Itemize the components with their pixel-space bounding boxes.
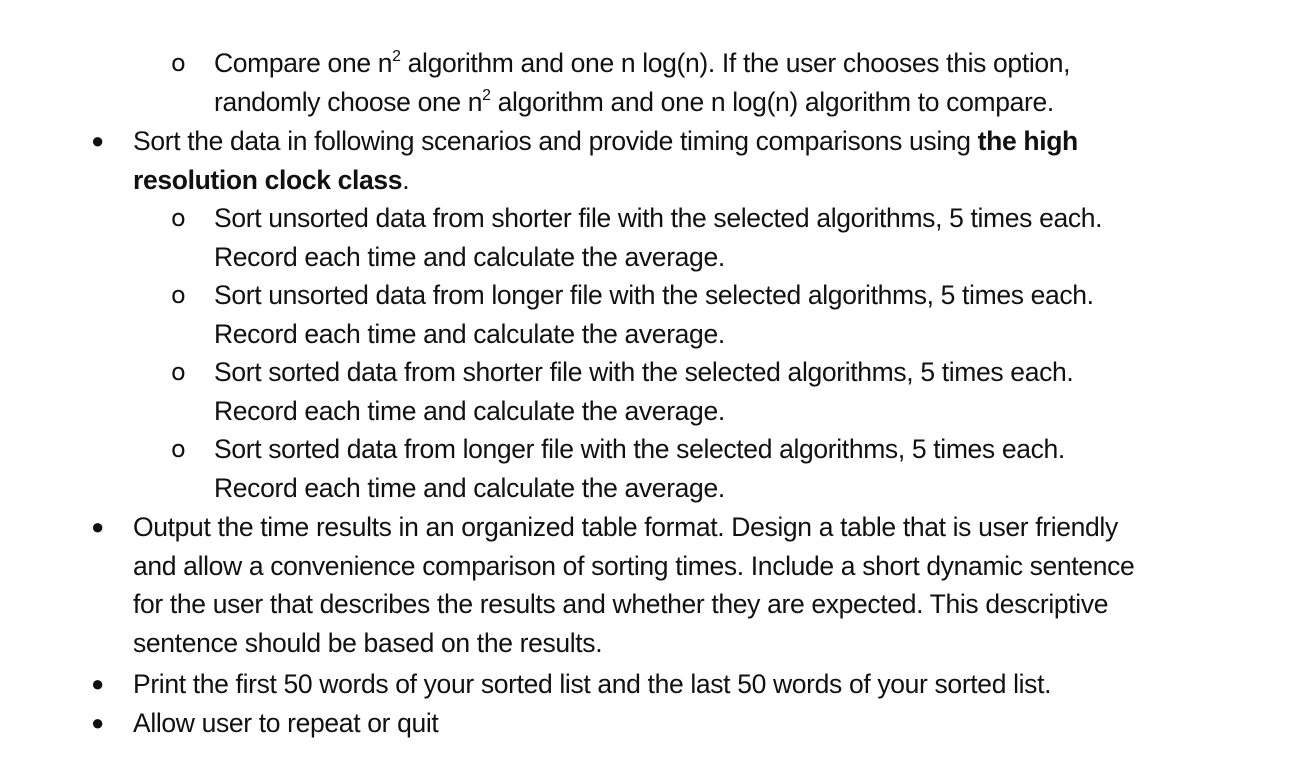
hollow-bullet-icon: o bbox=[171, 435, 186, 463]
text-line: Sort sorted data from longer file with the selected algorithms, 5 times each. bbox=[214, 434, 1065, 464]
filled-bullet-icon: ● bbox=[91, 128, 104, 153]
filled-bullet-icon: ● bbox=[91, 514, 104, 539]
text-line: Sort sorted data from shorter file with the selected algorithms, 5 times each. bbox=[214, 357, 1074, 387]
text-line: Record each time and calculate the average. bbox=[214, 395, 725, 426]
filled-bullet-icon: ● bbox=[91, 671, 104, 696]
list-item-output-table bbox=[91, 508, 1135, 662]
text-line: Sort unsorted data from shorter file with the selected algorithms, 5 times each. bbox=[214, 203, 1103, 233]
text-line: sentence should be based on the results. bbox=[133, 627, 603, 658]
list-item-sorted-longer bbox=[171, 430, 1065, 507]
hollow-bullet-icon: o bbox=[171, 49, 186, 77]
list-item-unsorted-shorter bbox=[171, 199, 1103, 276]
list-item-sort-scenarios bbox=[91, 122, 1078, 199]
text-line: Record each time and calculate the average. bbox=[214, 472, 725, 503]
text-line: Sort unsorted data from longer file with the selected algorithms, 5 times each. bbox=[214, 280, 1094, 310]
hollow-bullet-icon: o bbox=[171, 204, 186, 232]
text-line: Compare one $n^2$ algorithm and one n log(n). If the user chooses this option, bbox=[214, 47, 1071, 78]
text-line: randomly choose one $n^2$ algorithm and one n log(n) algorithm to compare. bbox=[214, 86, 1054, 117]
list-item-repeat bbox=[91, 704, 439, 743]
list-item-compare bbox=[171, 44, 1071, 121]
text-line: resolution clock class. bbox=[133, 164, 410, 195]
list-item-print-words bbox=[91, 665, 1052, 704]
text-line: and allow a convenience comparison of sorting times. Include a short dynamic sentence bbox=[133, 550, 1135, 581]
filled-bullet-icon: ● bbox=[91, 710, 104, 735]
text-line: Print the first 50 words of your sorted list and the last 50 words of your sorted list. bbox=[133, 669, 1052, 699]
hollow-bullet-icon: o bbox=[171, 281, 186, 309]
text-line: for the user that describes the results and whether they are expected. This descriptive bbox=[133, 589, 1109, 619]
text-line: Record each time and calculate the average. bbox=[214, 318, 725, 349]
text-line: Record each time and calculate the average. bbox=[214, 241, 725, 272]
text-line: Sort the data in following scenarios and provide timing comparisons using the high bbox=[133, 126, 1078, 156]
text-line: Allow user to repeat or quit bbox=[133, 708, 439, 738]
list-item-sorted-shorter bbox=[171, 353, 1074, 430]
hollow-bullet-icon: o bbox=[171, 358, 186, 386]
text-line: Output the time results in an organized table format. Design a table that is user friendly bbox=[133, 512, 1118, 542]
list-item-unsorted-longer bbox=[171, 276, 1094, 353]
